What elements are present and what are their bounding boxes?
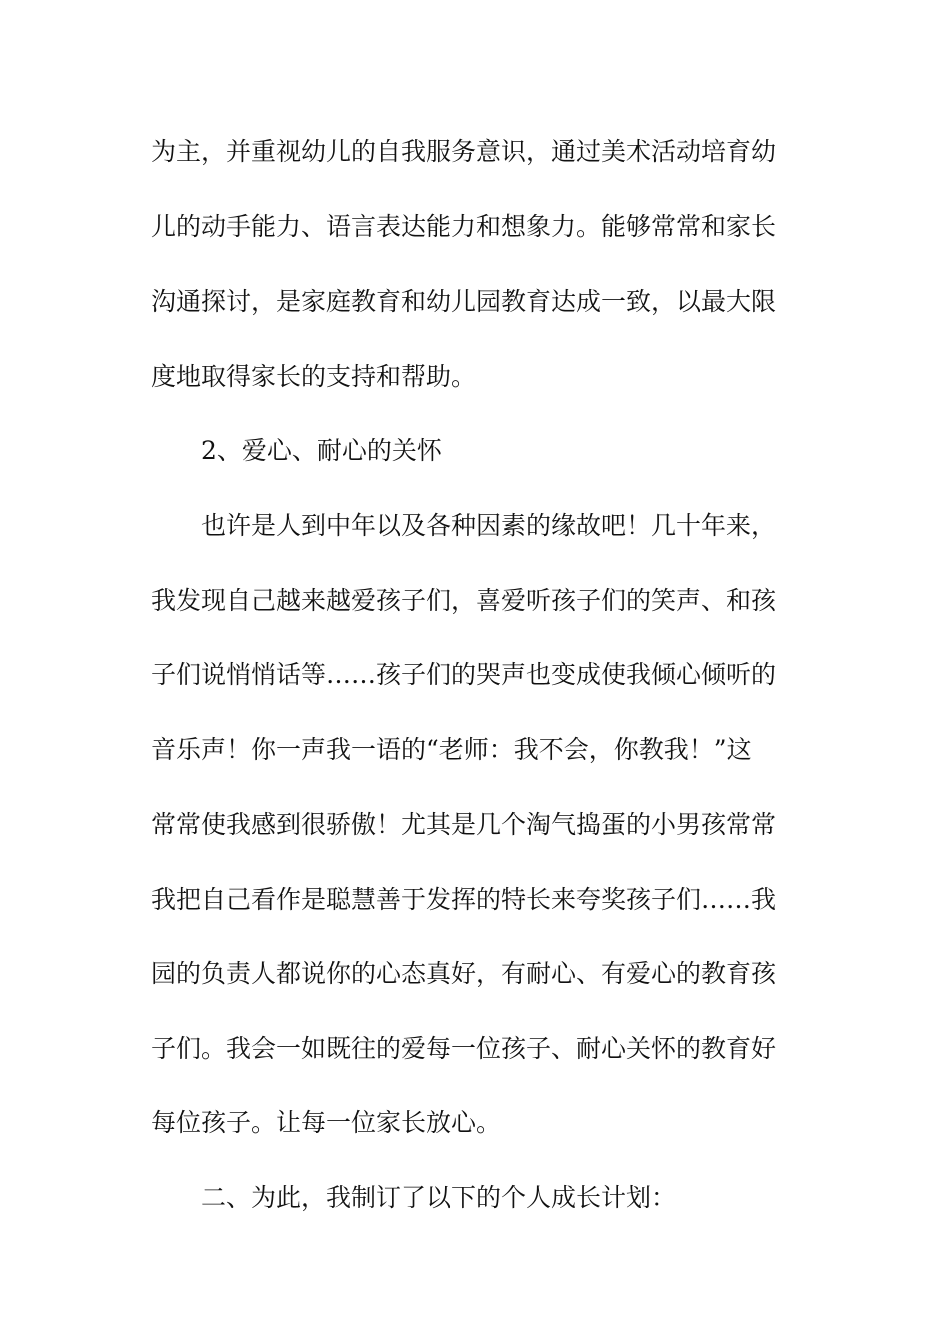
paragraph-line: 沟通探讨，是家庭教育和幼儿园教育达成一致，以最大限 [151, 287, 777, 316]
paragraph-line: 儿的动手能力、语言表达能力和想象力。能够常常和家长 [151, 212, 777, 241]
paragraph-line: 每位孩子。让每一位家长放心。 [151, 1108, 502, 1137]
subsection-heading: 2、爱心、耐心的关怀 [201, 436, 442, 465]
paragraph-line: 常常使我感到很骄傲！尤其是几个淘气捣蛋的小男孩常常 [151, 810, 777, 839]
paragraph-line: 音乐声！你一声我一语的“老师：我不会，你教我！”这 [151, 735, 752, 764]
paragraph-line: 我把自己看作是聪慧善于发挥的特长来夸奖孩子们……我 [151, 885, 777, 914]
section-heading: 二、为此，我制订了以下的个人成长计划： [201, 1183, 677, 1212]
paragraph-line: 子们。我会一如既往的爱每一位孩子、耐心关怀的教育好 [151, 1034, 777, 1063]
paragraph-line: 子们说悄悄话等……孩子们的哭声也变成使我倾心倾听的 [151, 660, 777, 689]
paragraph-line: 为主，并重视幼儿的自我服务意识，通过美术活动培育幼 [151, 137, 777, 166]
paragraph-line: 也许是人到中年以及各种因素的缘故吧！几十年来， [201, 511, 777, 540]
paragraph-line: 我发现自己越来越爱孩子们，喜爱听孩子们的笑声、和孩 [151, 586, 777, 615]
paragraph-line: 度地取得家长的支持和帮助。 [151, 362, 477, 391]
paragraph-line: 园的负责人都说你的心态真好，有耐心、有爱心的教育孩 [151, 959, 777, 988]
